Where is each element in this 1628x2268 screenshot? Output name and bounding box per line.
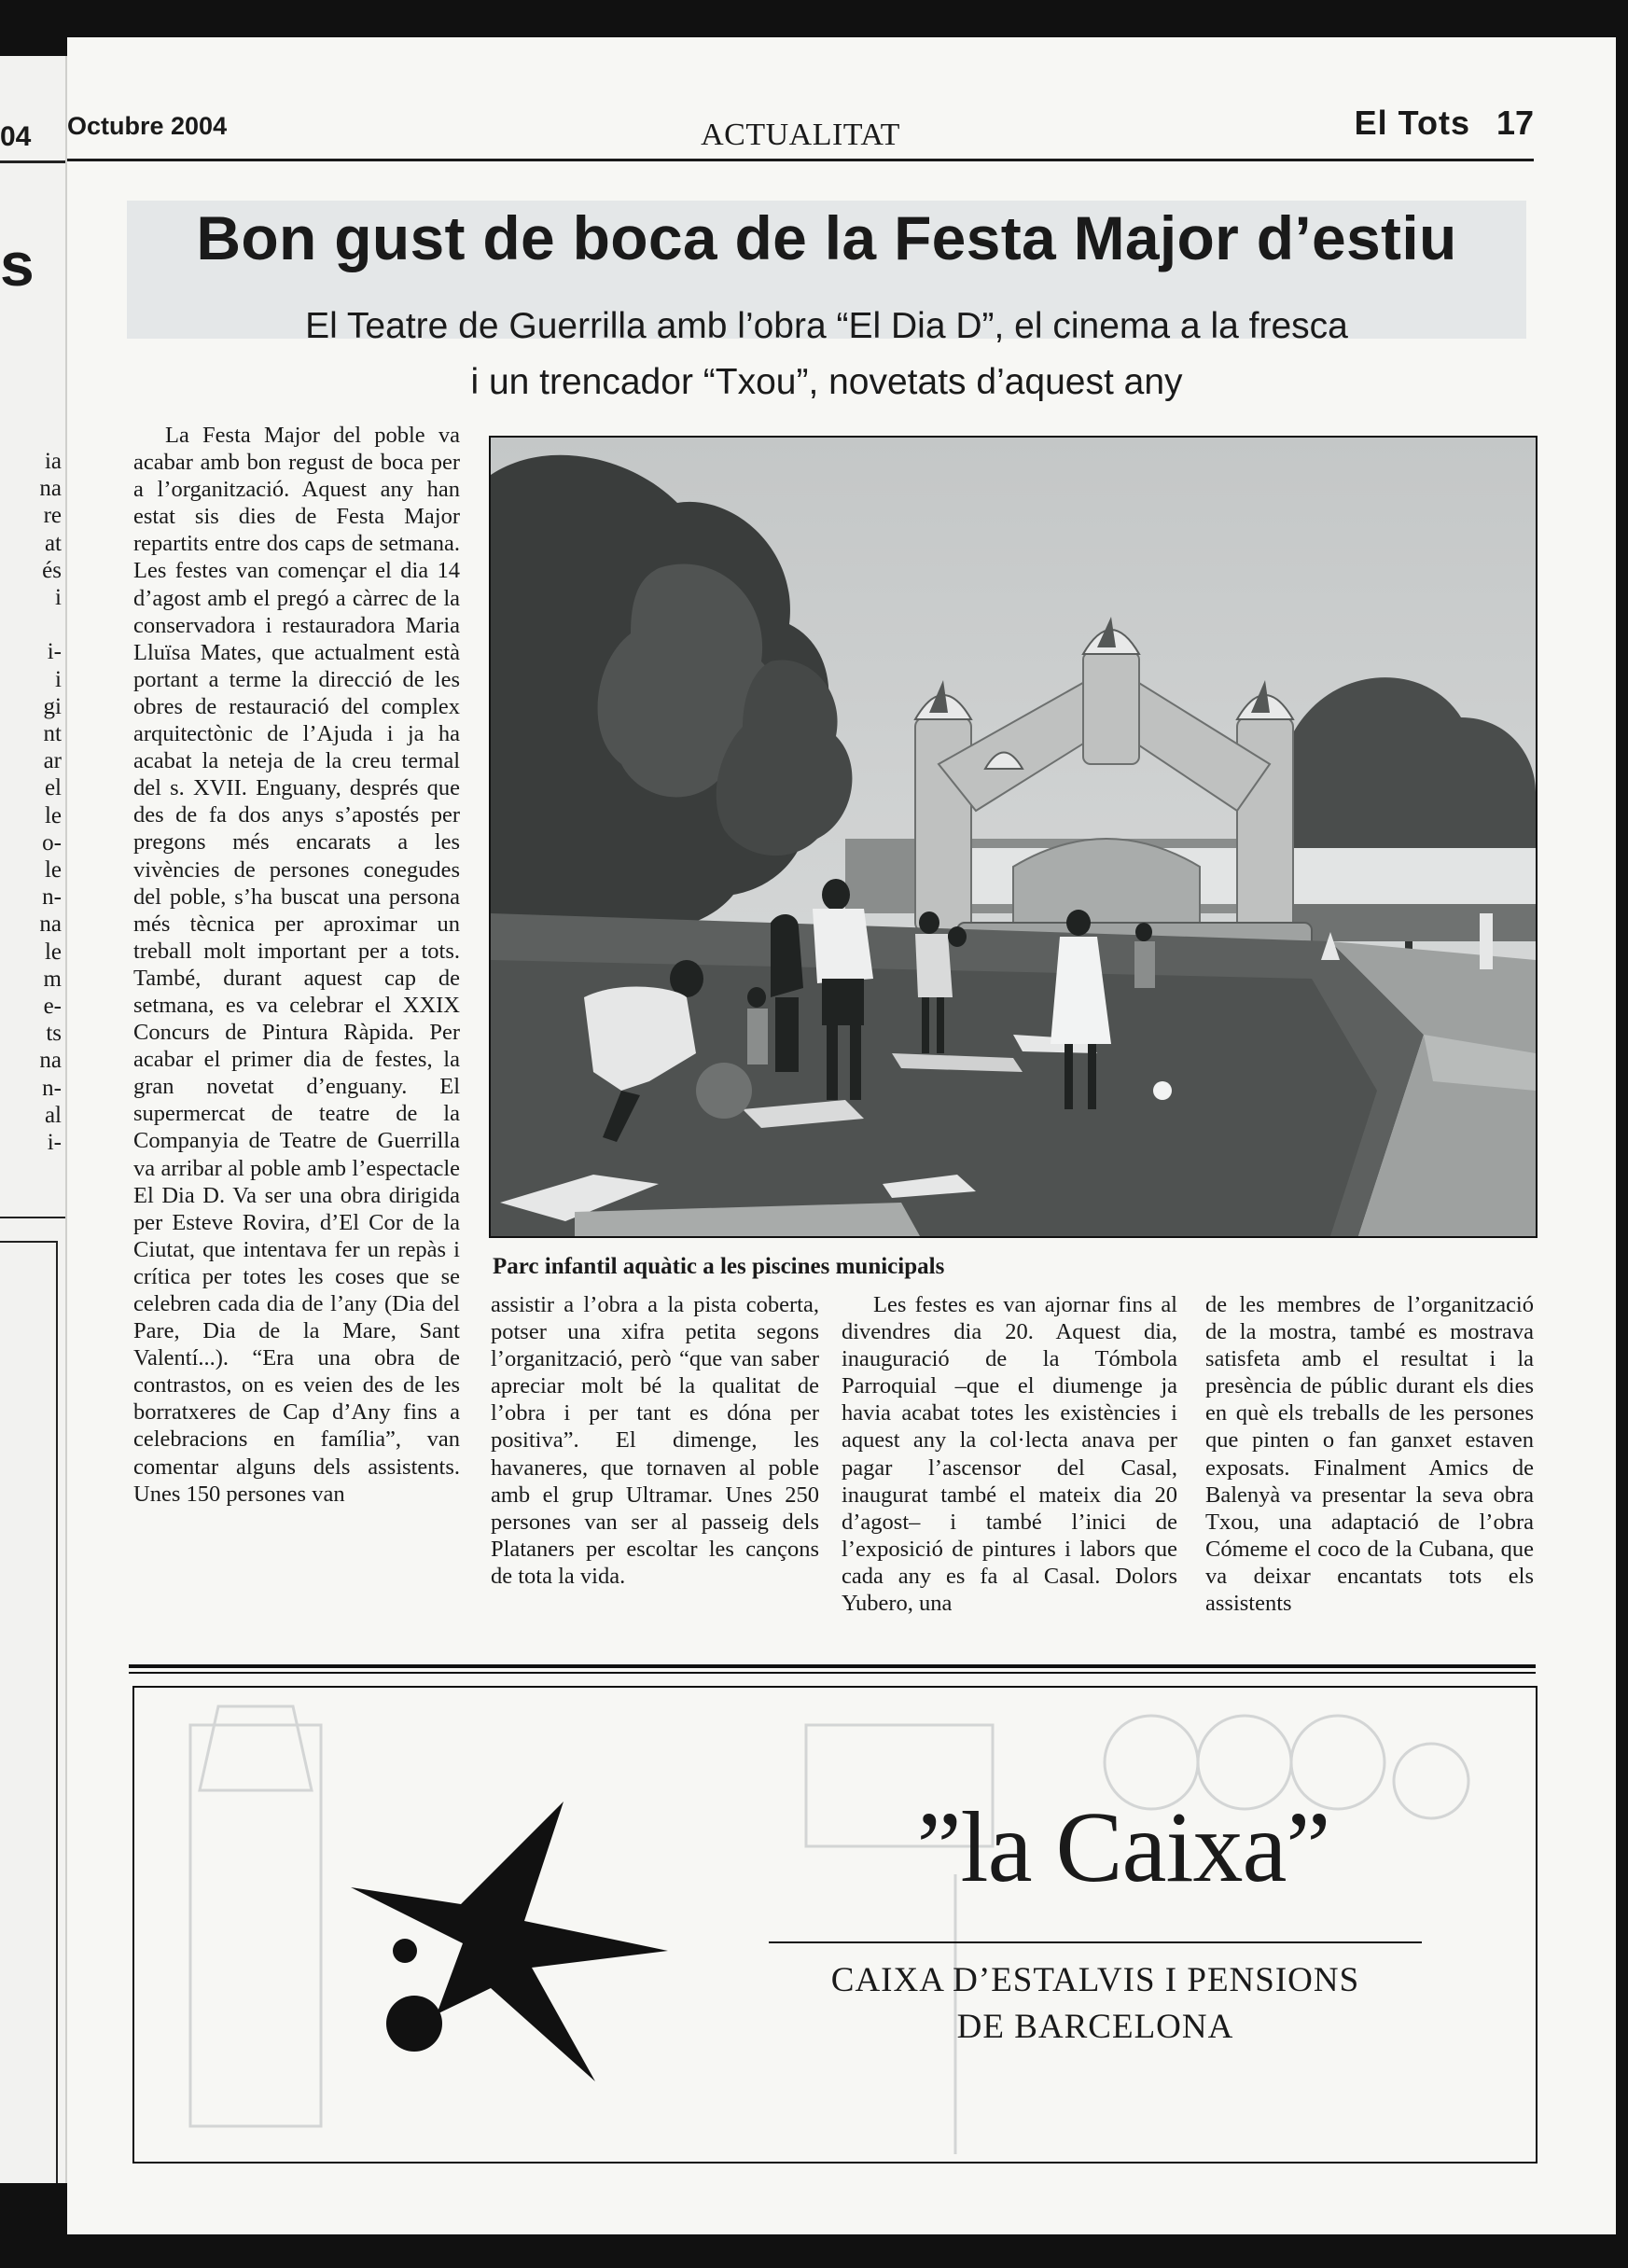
left-page-divider (0, 1217, 65, 1218)
left-page-fragment: és (42, 557, 62, 583)
article-column-4 (1205, 1291, 1534, 1617)
subhead-line-1: El Teatre de Guerrilla amb l’obra “El Dia D”, el cinema a la fresca (305, 306, 1348, 346)
left-page-box (0, 1241, 58, 2183)
photo-caption: Parc infantil aquàtic a les piscines municipals (493, 1254, 945, 1279)
left-page-fragment: ia (44, 449, 62, 474)
left-page-title-fragment: s (0, 230, 35, 299)
left-facing-page (0, 56, 68, 2183)
left-page-fragment: gi (43, 693, 62, 719)
left-page-fragment: na (39, 911, 62, 938)
column-1-text: La Festa Major del poble va acabar amb bon regust de boca per a l’organització. Aquest any han estat sis dies de Festa Major repartits entre dos caps de setmana. Les festes van començar el dia 14 d’agost amb el pregó a càrrec de la conservadora i restauradora Maria Lluïsa Mates, que actualment està portant a terme la direcció de les obres de restauració del complex arquitectònic de l’Ajuda i ja ha acabat la neteja de la creu termal del s. XVII. Enguany, després que des de fa dos anys s’apostés per pregons més encarats a les vivències de persones conegudes del poble, s’ha buscat una persona més tècnica per aproximar un treball molt important per a tots. També, durant aquest cap de setmana, es va celebrar el XXIX Concurs de Pintura Ràpida. Per acabar el primer dia de festes, la gran novetat d’enguany. El supermercat de teatre de la Companyia de Teatre de Guerrilla va arribar al poble amb l’espectacle El Dia D. Va ser una obra dirigida per Esteve Rovira, d’El Cor de la Ciutat, que intentava fer un repàs i crítica per totes les coses que se celebren cada dia de l’any (Dia del Pare, Dia de la Mare, Sant Valentí...). “Era una obra de contrastos, on es veien des de les borratxeres de Cap d’Any fins a celebracions en família”, van comentar alguns dels assistents. Unes 150 persones van (133, 423, 460, 1507)
left-page-fragment: n- (42, 884, 62, 911)
left-page-fragment: le (44, 857, 62, 884)
left-page-fragment: al (44, 1102, 62, 1128)
section-title: ACTUALITAT (701, 118, 900, 152)
left-page-fragment: e- (43, 994, 62, 1020)
left-page-fragment: m (43, 966, 62, 992)
left-page-fragment: na (39, 476, 62, 502)
ad-brand-underline (769, 1941, 1422, 1943)
article-subhead (127, 299, 1526, 410)
column-3-text: Les festes es van ajornar fins al divendres dia 20. Aquest dia, inauguració de la Tómbola Parroquial –que el diumenge ja havia acabat totes les existències i aquest any la col·lecta anava per pagar l’ascensor del Casal, inaugurat també el mateix dia 20 d’agost– i també l’inici de l’exposició de pintures i labors que cada any es fa al Casal. Dolors Yubero, una (842, 1292, 1177, 1617)
left-page-fragment: le (44, 802, 62, 828)
ad-brand-name: ”la Caixa” (916, 1792, 1330, 1903)
column-2-text: assistir a l’obra a la pista coberta, potser una xifra petita segons l’organització, però “que van saber apreciar molt bé la qualitat de l’obra i per tant es dóna per positiva”. El dimenge, les havaneres, que tornaven al poble amb el grup Ultramar. Unes 250 persones van ser al passeig dels Plataners per escoltar les cançons de tota la vida. (491, 1292, 819, 1589)
show-through-decoration (134, 1688, 1536, 2162)
left-page-fragment: i (55, 666, 62, 692)
left-page-header-rule (0, 160, 65, 163)
left-page-fragment: ts (46, 1021, 62, 1047)
left-page-text-fragments (39, 448, 62, 1156)
subhead-line-2: i un trencador “Txou”, novetats d’aquest any (470, 362, 1183, 402)
left-page-fragment: o- (42, 829, 62, 856)
ad-top-rule (129, 1664, 1536, 1668)
article-photo (489, 436, 1538, 1238)
ad-subtitle-line-1: CAIXA D’ESTALVIS I PENSIONS (830, 1961, 1360, 1999)
ad-subtitle-line-2: DE BARCELONA (956, 2008, 1234, 2046)
left-page-fragment: re (43, 503, 62, 529)
left-page-fragment: at (44, 530, 62, 556)
left-page-fragment: i (55, 585, 62, 611)
page-header (67, 73, 1534, 161)
inflatable-castle-photo (491, 438, 1536, 1236)
publication-name: El Tots (1354, 104, 1470, 142)
la-caixa-advertisement (132, 1686, 1538, 2164)
left-page-number-fragment: 04 (0, 121, 32, 152)
left-page-fragment: n- (42, 1075, 62, 1101)
issue-date: Octubre 2004 (67, 112, 228, 140)
left-page-fragment: na (39, 1048, 62, 1074)
left-page-fragment: i- (47, 639, 62, 665)
left-page-fragment: le (44, 939, 62, 965)
left-page-fragment: ar (43, 748, 62, 774)
column-4-text: de les membres de l’organització de la mostra, també es mostrava satisfeta amb el resultat i la presència de públic durant els dies en què els treballs de les persones que pinten o fan ganxet estaven exposats. Finalment Amics de Balenyà va presentar la seva obra Txou, una adaptació de l’obra Cómeme el coco de la Cubana, que va deixar encantats tots els assistents (1205, 1292, 1534, 1617)
page-number: 17 (1496, 104, 1534, 142)
star-and-dots-logo-icon (351, 1802, 668, 2081)
left-page-fragment: i- (47, 1130, 62, 1156)
article-column-2 (491, 1291, 819, 1590)
left-page-fragment: nt (43, 721, 62, 747)
article-column-1 (133, 422, 460, 1508)
article-headline: Bon gust de boca de la Festa Major d’estiu (196, 203, 1457, 272)
article-column-3 (842, 1291, 1177, 1617)
left-page-fragment (39, 611, 62, 638)
left-page-fragment: el (44, 775, 62, 801)
ad-top-rule-thin (129, 1672, 1536, 1674)
header-rule (67, 159, 1534, 161)
